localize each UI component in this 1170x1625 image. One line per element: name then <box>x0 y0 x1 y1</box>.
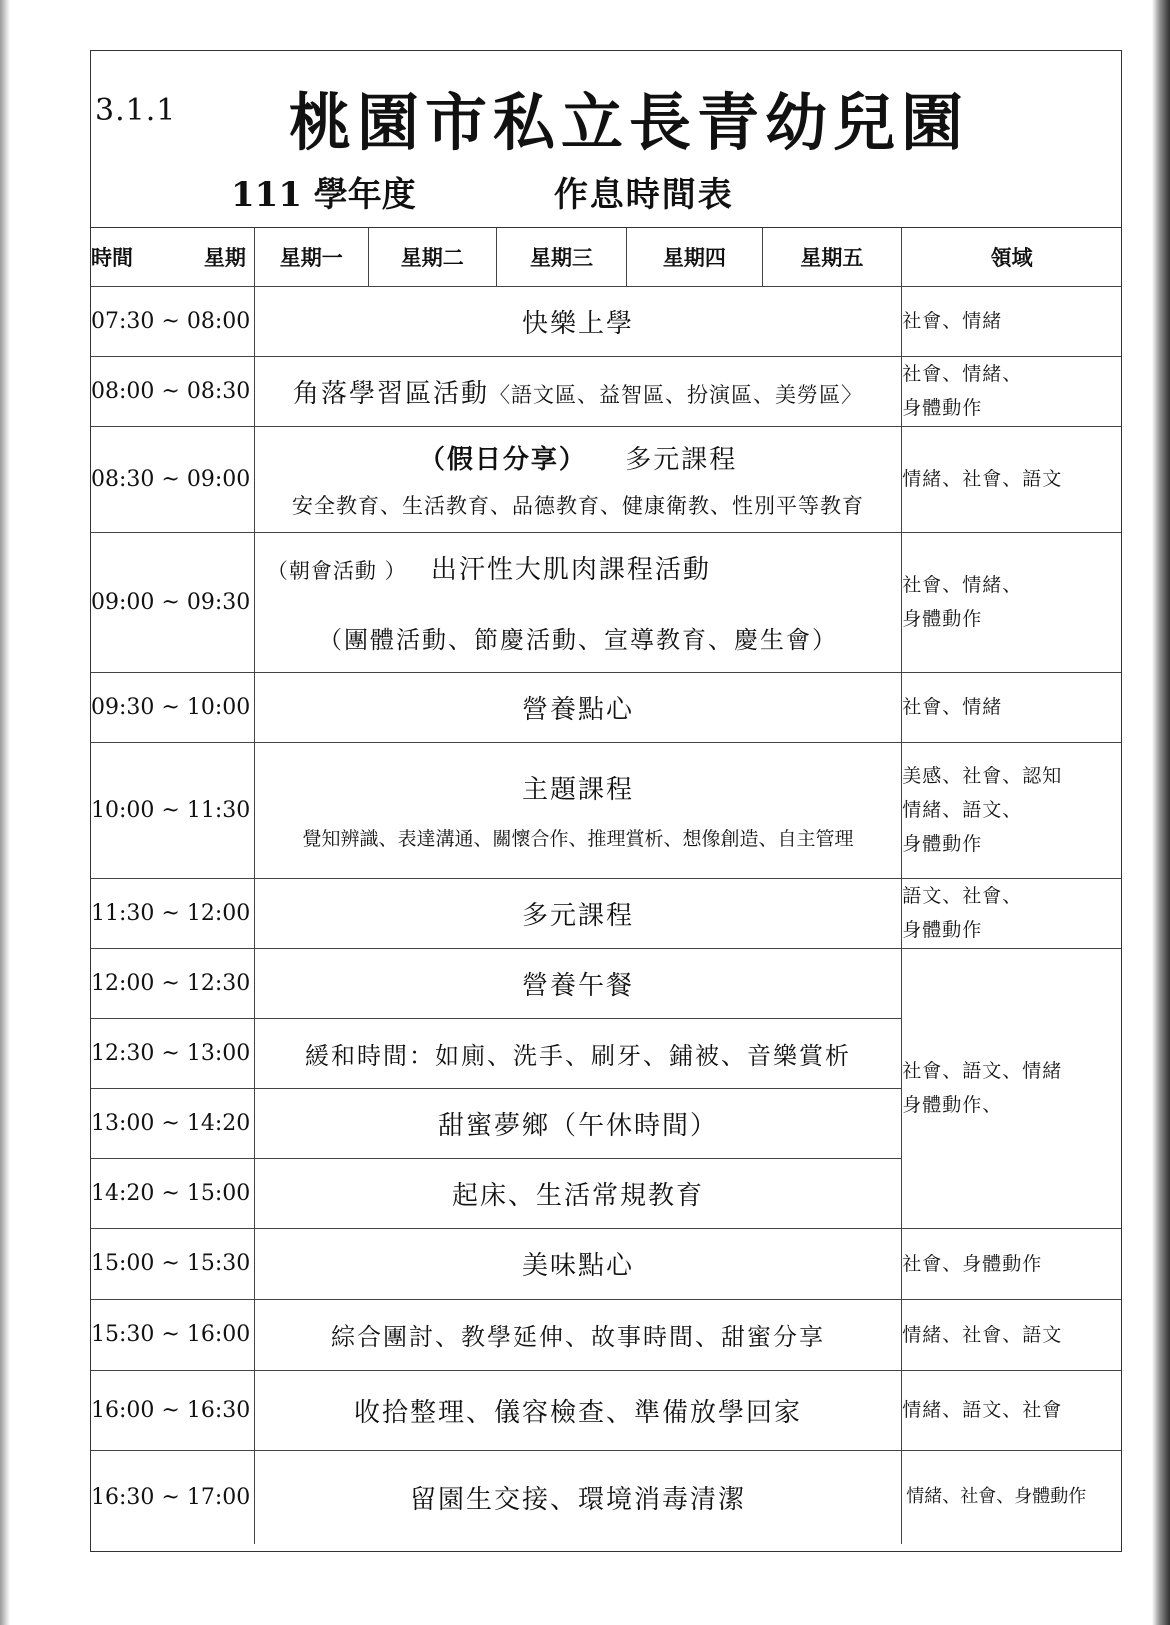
activity-cell: 甜蜜夢鄉（午休時間） <box>254 1088 901 1158</box>
shared-domain-cell <box>902 948 1121 1228</box>
activity-cell: 快樂上學 <box>254 286 901 356</box>
monday-header: 星期一 <box>254 228 368 286</box>
time-cell: 15:30 ~ 16:00 <box>91 1299 254 1370</box>
page-edge-left <box>0 0 10 1625</box>
sheet-header <box>91 51 1121 228</box>
domain-cell <box>902 1370 1121 1450</box>
schedule-title: 作息時間表 <box>553 175 734 215</box>
activity-note: 〈語文區、益智區、扮演區、美勞區〉 <box>489 382 864 407</box>
corner-header <box>91 228 254 286</box>
time-cell: 09:00 ~ 09:30 <box>91 532 254 672</box>
table-row <box>91 356 1121 426</box>
school-name: 桃園市私立長青幼兒園 <box>289 86 970 159</box>
domain-line: 社會、情緒、 <box>902 574 1023 596</box>
domain-cell <box>902 1299 1121 1370</box>
domain-line: 情緒、語文、 <box>902 799 1023 821</box>
time-cell: 16:30 ~ 17:00 <box>91 1450 254 1544</box>
table-row <box>91 878 1121 948</box>
domain-cell <box>902 426 1121 532</box>
domain-line: 情緒、社會、語文 <box>902 468 1063 490</box>
domain-line: 語文、社會、 <box>902 885 1023 907</box>
activity-cell: 美味點心 <box>254 1228 901 1299</box>
domain-cell <box>902 878 1121 948</box>
domain-cell <box>902 532 1121 672</box>
activity-cell: 多元課程 <box>254 878 901 948</box>
domain-cell <box>902 742 1121 878</box>
school-year: 111 學年度 <box>231 175 416 215</box>
domain-line: 身體動作 <box>902 397 983 419</box>
activity-cell: 緩和時間：如廁、洗手、刷牙、鋪被、音樂賞析 <box>254 1018 901 1088</box>
time-cell: 14:20 ~ 15:00 <box>91 1158 254 1228</box>
table-row <box>91 426 1121 532</box>
activity-subtitle: 覺知辨識、表達溝通、關懷合作、推理賞析、想像創造、自主管理 <box>302 828 854 850</box>
table-row <box>91 1450 1121 1544</box>
domain-line: 社會、語文、情緒 <box>902 1060 1063 1082</box>
domain-line: 身體動作 <box>902 608 983 630</box>
subtitle <box>231 167 734 216</box>
table-row <box>91 532 1121 672</box>
domain-cell <box>902 1450 1121 1544</box>
domain-line: 身體動作 <box>902 919 983 941</box>
activity-cell: 營養點心 <box>254 672 901 742</box>
table-row <box>91 1370 1121 1450</box>
domain-cell <box>902 672 1121 742</box>
activity-cell <box>254 532 901 672</box>
time-cell: 07:30 ~ 08:00 <box>91 286 254 356</box>
activity-prefix: （朝會活動 ） <box>266 559 407 583</box>
friday-header: 星期五 <box>762 228 902 286</box>
domain-header: 領域 <box>902 228 1121 286</box>
activity-prefix: （假日分享） <box>418 444 587 475</box>
activity-cell: 收拾整理、儀容檢查、準備放學回家 <box>254 1370 901 1450</box>
activity-subtitle: 安全教育、生活教育、品德教育、健康衛教、性別平等教育 <box>292 493 865 518</box>
domain-line: 社會、身體動作 <box>902 1252 1043 1275</box>
time-cell: 08:00 ~ 08:30 <box>91 356 254 426</box>
time-cell: 10:00 ~ 11:30 <box>91 742 254 878</box>
domain-cell <box>902 286 1121 356</box>
time-cell: 15:00 ~ 15:30 <box>91 1228 254 1299</box>
activity-cell: 營養午餐 <box>254 948 901 1018</box>
domain-line: 情緒、社會、身體動作 <box>906 1486 1087 1508</box>
domain-line: 社會、情緒、 <box>902 363 1023 385</box>
time-cell: 12:00 ~ 12:30 <box>91 948 254 1018</box>
time-cell: 13:00 ~ 14:20 <box>91 1088 254 1158</box>
domain-line: 情緒、社會、語文 <box>902 1323 1063 1346</box>
table-row <box>91 1228 1121 1299</box>
activity-title: 角落學習區活動 <box>293 378 490 409</box>
domain-line: 社會、情緒 <box>902 696 1003 718</box>
activity-cell <box>254 426 901 532</box>
wednesday-header: 星期三 <box>496 228 626 286</box>
time-cell: 08:30 ~ 09:00 <box>91 426 254 532</box>
table-row <box>91 742 1121 878</box>
domain-line: 情緒、語文、社會 <box>902 1399 1063 1421</box>
domain-cell <box>902 356 1121 426</box>
activity-cell <box>254 356 901 426</box>
activity-cell: 留園生交接、環境消毒清潔 <box>254 1450 901 1544</box>
time-cell: 09:30 ~ 10:00 <box>91 672 254 742</box>
time-header: 時間 <box>91 244 133 270</box>
thursday-header: 星期四 <box>627 228 762 286</box>
activity-title: 多元課程 <box>625 444 738 475</box>
activity-title: 出汗性大肌肉課程活動 <box>430 555 711 585</box>
domain-line: 身體動作 <box>902 833 983 855</box>
activity-cell: 綜合團討、教學延伸、故事時間、甜蜜分享 <box>254 1299 901 1370</box>
document-code: 3.1.1 <box>95 93 177 128</box>
activity-cell: 起床、生活常規教育 <box>254 1158 901 1228</box>
table-row <box>91 948 1121 1018</box>
tuesday-header: 星期二 <box>368 228 496 286</box>
schedule-sheet <box>90 50 1122 1552</box>
domain-line: 美感、社會、認知 <box>902 765 1063 787</box>
activity-subtitle: （團體活動、節慶活動、宣導教育、慶生會） <box>318 626 839 654</box>
domain-line: 社會、情緒 <box>902 310 1003 332</box>
domain-cell <box>902 1228 1121 1299</box>
schedule-table <box>91 228 1121 1544</box>
page-edge-right <box>1152 0 1170 1625</box>
time-cell: 11:30 ~ 12:00 <box>91 878 254 948</box>
time-cell: 12:30 ~ 13:00 <box>91 1018 254 1088</box>
table-header-row <box>91 228 1121 286</box>
table-row <box>91 1299 1121 1370</box>
table-row <box>91 286 1121 356</box>
table-row <box>91 672 1121 742</box>
time-cell: 16:00 ~ 16:30 <box>91 1370 254 1450</box>
activity-cell <box>254 742 901 878</box>
day-header: 星期 <box>203 244 246 270</box>
domain-line: 身體動作、 <box>902 1094 1003 1116</box>
activity-title: 主題課程 <box>522 775 635 805</box>
